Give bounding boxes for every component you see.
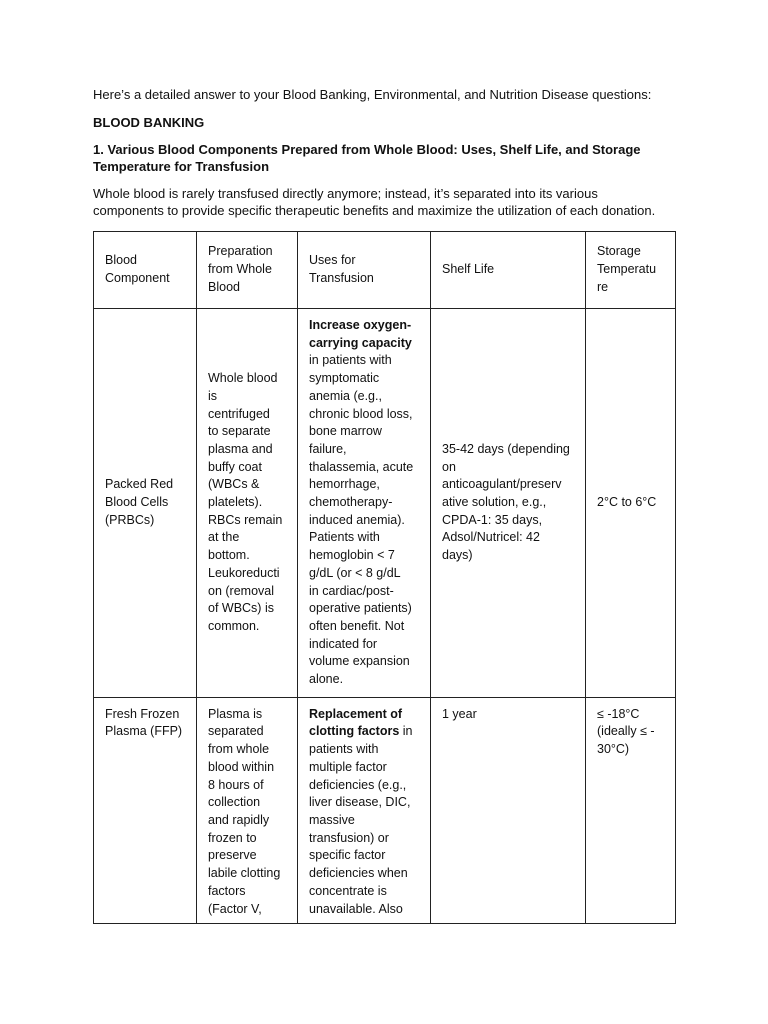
table-row xyxy=(94,309,676,698)
cell-storage: ≤ -18°C (ideally ≤ - 30°C) xyxy=(586,697,676,923)
header-shelf-life: Shelf Life xyxy=(431,232,586,309)
uses-emphasis: Replacement of clotting factors xyxy=(309,706,403,739)
cell-uses xyxy=(298,309,431,698)
uses-emphasis: Increase oxygen- carrying capacity xyxy=(309,318,412,350)
cell-storage: 2°C to 6°C xyxy=(586,309,676,698)
cell-component: Fresh Frozen Plasma (FFP) xyxy=(94,697,197,923)
cell-shelf-life: 35-42 days (depending on anticoagulant/preserv ative solution, e.g., CPDA-1: 35 days, Adsol/Nutricel: 42 days) xyxy=(431,309,586,698)
header-uses: Uses for Transfusion xyxy=(298,232,431,309)
uses-detail: in patients with symptomatic anemia (e.g., chronic blood loss, bone marrow failure, thalassemia, acute hemorrhage, chemotherapy- induced anemia). Patients with hemoglobin < 7 g/dL (or < 8 g/dL in cardiac/post- operative patients) often benefit. Not indicated for volume expansion alone. xyxy=(309,353,414,687)
cell-preparation: Whole blood is centrifuged to separate plasma and buffy coat (WBCs & platelets). RBCs remain at the bottom. Leukoreducti on (removal of WBCs) is common. xyxy=(197,309,298,698)
table-row xyxy=(94,697,676,923)
question-heading: 1. Various Blood Components Prepared from Whole Blood: Uses, Shelf Life, and Storage Temperature for Transfusion xyxy=(93,142,641,174)
table-header-row xyxy=(94,232,676,309)
cell-uses xyxy=(298,697,431,923)
intro-paragraph: Here’s a detailed answer to your Blood Banking, Environmental, and Nutrition Disease questions: xyxy=(93,87,652,102)
document-page xyxy=(93,86,675,924)
section-heading-blood-banking: BLOOD BANKING xyxy=(93,115,205,130)
uses-detail: in patients with multiple factor deficiencies (e.g., liver disease, DIC, massive transfusion) or specific factor deficiencies when concentrate is unavailable. Also xyxy=(309,724,413,916)
lead-paragraph: Whole blood is rarely transfused directly anymore; instead, it’s separated into its various components to provide specific therapeutic benefits and maximize the utilization of each donation. xyxy=(93,186,656,218)
header-preparation: Preparation from Whole Blood xyxy=(197,232,298,309)
cell-preparation: Plasma is separated from whole blood within 8 hours of collection and rapidly frozen to preserve labile clotting factors (Factor V, xyxy=(197,697,298,923)
header-blood-component: Blood Component xyxy=(94,232,197,309)
cell-component: Packed Red Blood Cells (PRBCs) xyxy=(94,309,197,698)
cell-shelf-life: 1 year xyxy=(431,697,586,923)
blood-components-table xyxy=(93,231,676,924)
header-storage-temperature: Storage Temperatu re xyxy=(586,232,676,309)
